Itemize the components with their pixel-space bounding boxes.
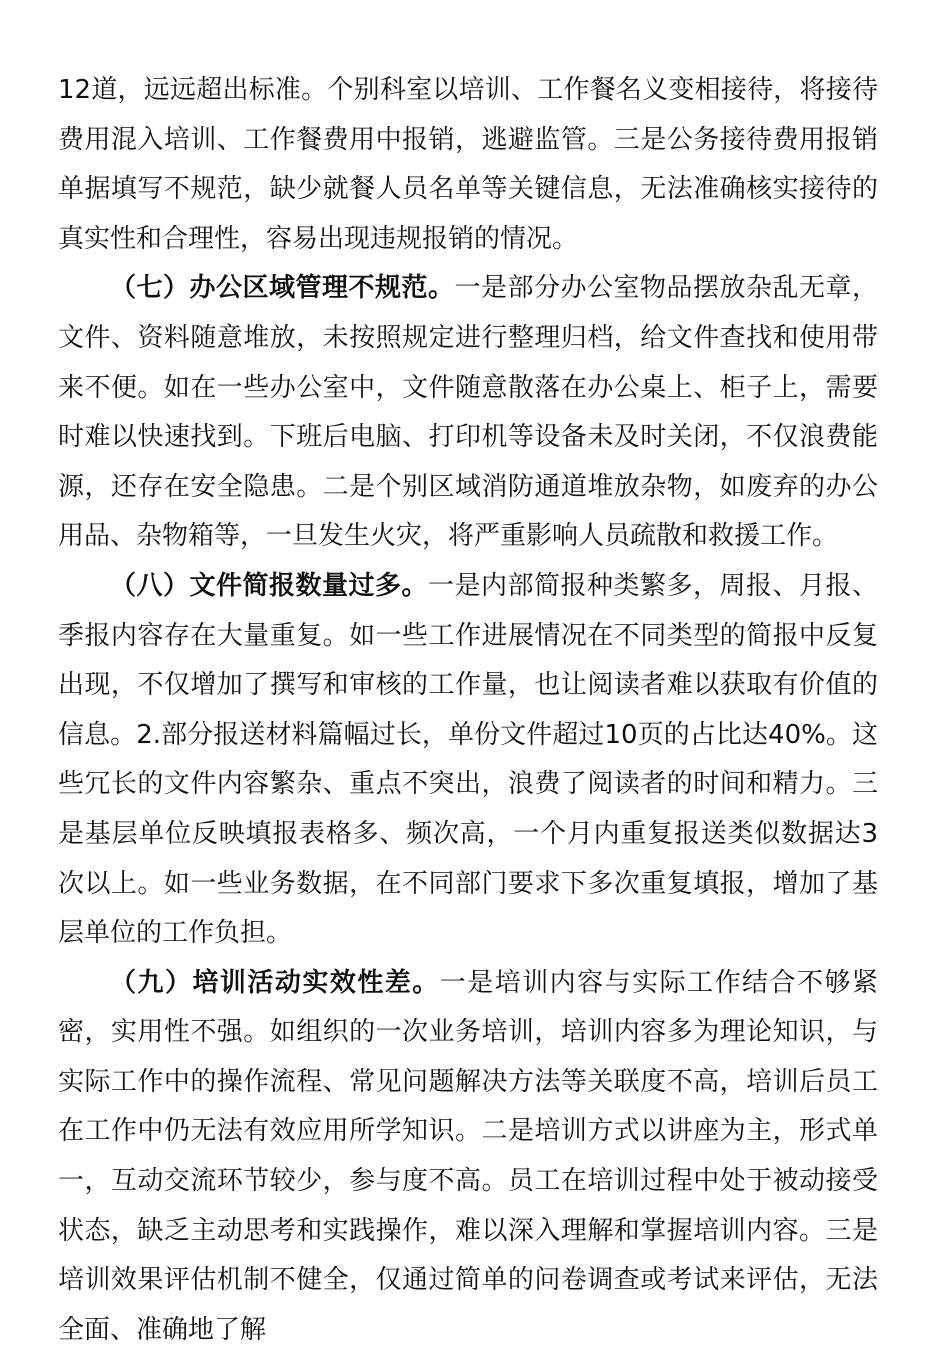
- paragraph-briefings: [58, 562, 878, 959]
- paragraph-text: 一是内部简报种类繁多，周报、月报、季报内容存在大量重复。如一些工作进展情况在不同类型的简报中反复出现，不仅增加了撰写和审核的工作量，也让阅读者难以获取有价值的信息。2.部分报送材料篇幅过长，单份文件超过10页的占比达40%。这些冗长的文件内容繁杂、重点不突出，浪费了阅读者的时间和精力。三是基层单位反映填报表格多、频次高，一个月内重复报送类似数据达3次以上。如一些业务数据，在不同部门要求下多次重复填报，增加了基层单位的工作负担。: [58, 570, 878, 949]
- paragraph-text: 12道，远远超出标准。个别科室以培训、工作餐名义变相接待，将接待费用混入培训、工作餐费用中报销，逃避监管。三是公务接待费用报销单据填写不规范，缺少就餐人员名单等关键信息，无法准确核实接待的真实性和合理性，容易出现违规报销的情况。: [58, 75, 878, 254]
- section-heading-7: （七）办公区域管理不规范。: [110, 273, 455, 304]
- section-heading-8: （八）文件简报数量过多。: [110, 570, 428, 601]
- paragraph-reception-continued: [58, 66, 878, 264]
- paragraph-text: 一是部分办公室物品摆放杂乱无章，文件、资料随意堆放，未按照规定进行整理归档，给文件查找和使用带来不便。如在一些办公室中，文件随意散落在办公桌上、柜子上，需要时难以快速找到。下班后电脑、打印机等设备未及时关闭，不仅浪费能源，还存在安全隐患。二是个别区域消防通道堆放杂物，如废弃的办公用品、杂物箱等，一旦发生火灾，将严重影响人员疏散和救援工作。: [58, 273, 878, 552]
- paragraph-training: [58, 959, 878, 1355]
- section-heading-9: （九）培训活动实效性差。: [110, 967, 440, 998]
- paragraph-office-area: [58, 264, 878, 562]
- document-body: [58, 66, 878, 1355]
- paragraph-text: 一是培训内容与实际工作结合不够紧密，实用性不强。如组织的一次业务培训，培训内容多为理论知识，与实际工作中的操作流程、常见问题解决方法等关联度不高，培训后员工在工作中仍无法有效应用所学知识。二是培训方式以讲座为主，形式单一，互动交流环节较少，参与度不高。员工在培训过程中处于被动接受状态，缺乏主动思考和实践操作，难以深入理解和掌握培训内容。三是培训效果评估机制不健全，仅通过简单的问卷调查或考试来评估，无法全面、准确地了解: [58, 967, 878, 1345]
